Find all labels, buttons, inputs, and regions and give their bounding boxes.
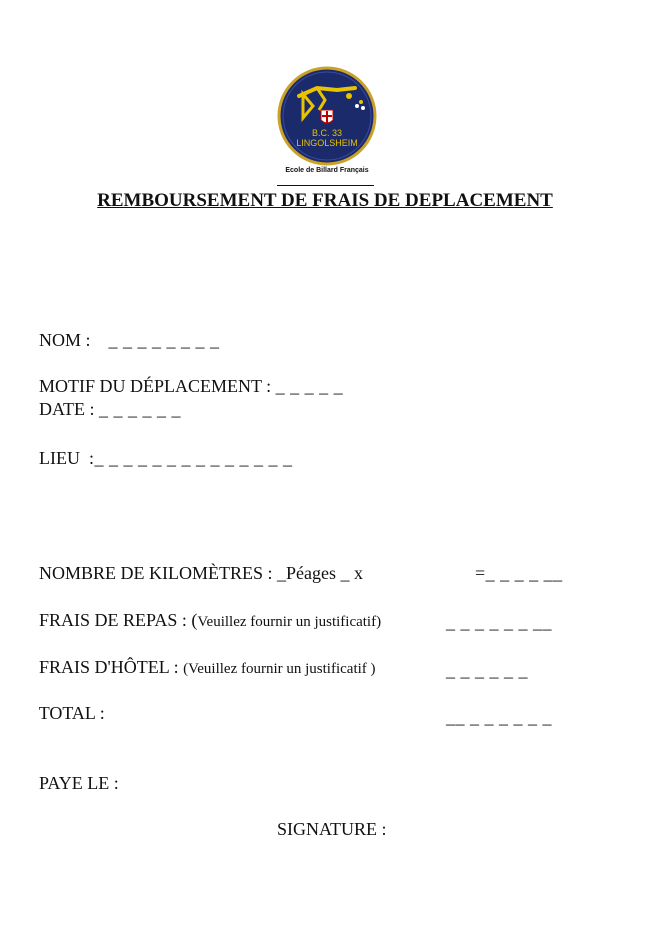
total-blank-line (437, 686, 552, 728)
hotel-blank-line (437, 639, 528, 681)
motif-label: MOTIF DU DÉPLACEMENT : (39, 376, 272, 396)
km-result[interactable]: =_ _ _ _ _ (475, 563, 554, 583)
km-result-tail: _ (553, 563, 563, 583)
km-line (30, 542, 363, 584)
repas-label: FRAIS DE REPAS : ( (39, 610, 198, 630)
motif-blank[interactable]: _ _ _ _ _ (275, 376, 344, 396)
logo-club-line1: B.C. 33 (311, 128, 343, 138)
billiard-club-emblem-icon (277, 66, 377, 166)
repas-blank-line (437, 591, 552, 633)
km-label: NOMBRE DE KILOMÈTRES : _Péages _ x (39, 563, 363, 583)
logo-divider (277, 185, 374, 186)
lieu-line (30, 427, 293, 469)
logo-club-line2: LINGOLSHEIM (296, 138, 358, 148)
repas-line (30, 589, 381, 631)
total-blank[interactable]: __ _ _ _ _ _ _ (446, 707, 552, 727)
repas-note: Veuillez fournir un justificatif) (197, 614, 382, 630)
date-blank[interactable]: _ _ _ _ _ _ (99, 399, 181, 419)
signature-line (268, 798, 387, 840)
logo-caption: Ecole de Billard Français (285, 167, 369, 174)
paye-label: PAYE LE : (39, 773, 119, 793)
nom-line (30, 309, 220, 351)
km-result-line (466, 542, 562, 584)
repas-blank[interactable]: _ _ _ _ _ _ __ (446, 612, 552, 632)
signature-label: SIGNATURE : (277, 819, 387, 839)
club-logo (272, 66, 382, 166)
date-line (30, 378, 181, 420)
hotel-line (30, 636, 376, 678)
lieu-blank[interactable]: :_ _ _ _ _ _ _ _ _ _ _ _ _ _ (88, 448, 293, 468)
hotel-label: FRAIS D'HÔTEL : (39, 657, 179, 677)
hotel-blank[interactable]: _ _ _ _ _ _ (446, 660, 528, 680)
document-title: REMBOURSEMENT DE FRAIS DE DEPLACEMENT (97, 190, 553, 211)
hotel-note: (Veuillez fournir un justificatif ) (183, 661, 376, 677)
nom-blank[interactable]: _ _ _ _ _ _ _ _ (108, 330, 220, 350)
paye-line (30, 752, 119, 794)
date-label: DATE : (39, 399, 95, 419)
total-label: TOTAL : (38, 703, 105, 723)
total-line (30, 682, 105, 724)
lieu-label: LIEU (39, 448, 80, 468)
nom-label: NOM : (39, 330, 91, 350)
